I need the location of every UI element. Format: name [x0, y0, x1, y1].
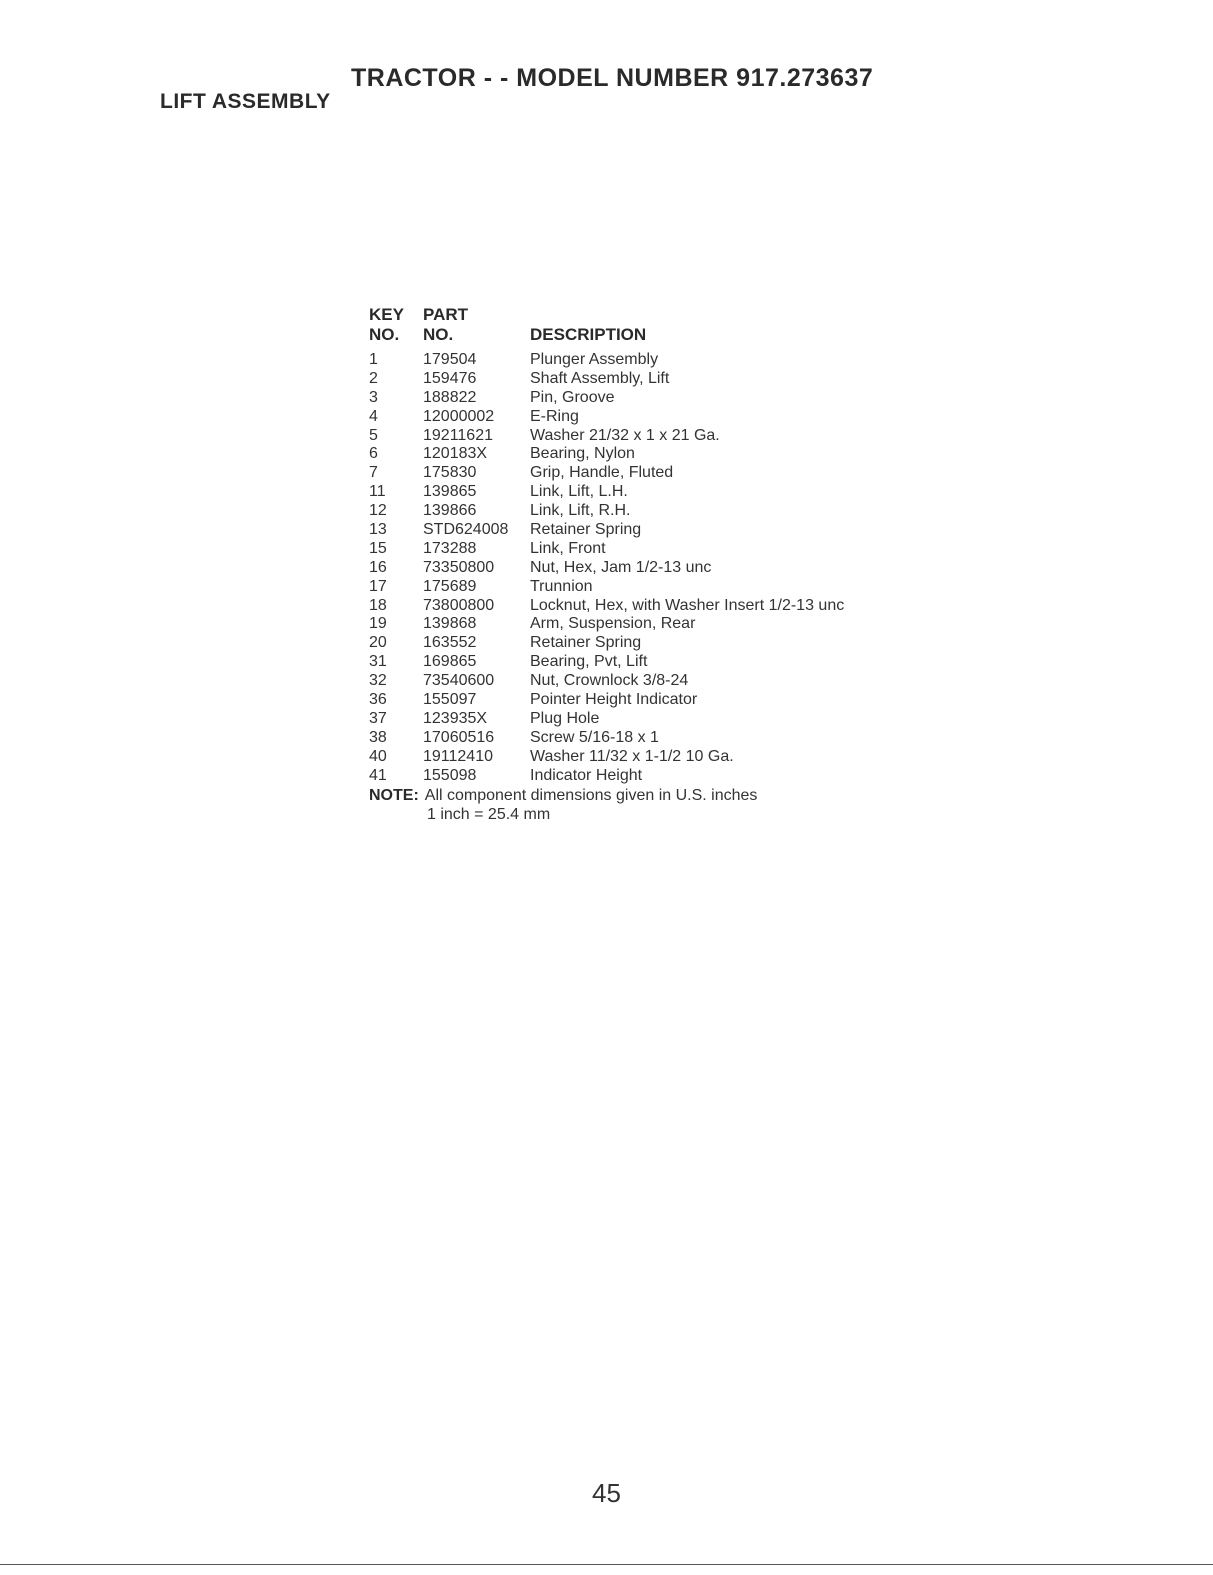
part-no-cell: 163552: [423, 634, 477, 652]
table-row: [369, 464, 757, 483]
table-row: [369, 521, 757, 540]
part-no-cell: 175689: [423, 577, 477, 595]
table-row: [369, 615, 757, 634]
key-no-cell: 4: [369, 407, 378, 425]
key-no-cell: 6: [369, 445, 378, 463]
part-no-cell: 120183X: [423, 445, 488, 463]
description-cell: Trunnion: [530, 577, 593, 595]
key-no-cell: 1: [369, 351, 378, 368]
header-key: KEY: [369, 305, 404, 324]
table-row: [369, 483, 757, 502]
table-row: [369, 691, 757, 710]
description-cell: Plug Hole: [530, 709, 600, 727]
key-no-cell: 36: [369, 691, 387, 709]
description-cell: Link, Lift, L.H.: [530, 483, 628, 501]
part-no-cell: 188822: [423, 388, 477, 406]
description-cell: Link, Front: [530, 539, 606, 557]
part-no-cell: 73800800: [423, 596, 495, 614]
part-no-cell: 17060516: [423, 728, 495, 746]
table-row: [369, 578, 757, 597]
description-cell: Link, Lift, R.H.: [530, 502, 631, 520]
table-row: [369, 427, 757, 446]
page-title: TRACTOR - - MODEL NUMBER 917.273637: [351, 64, 874, 92]
table-row: [369, 596, 845, 616]
part-no-cell: 139866: [423, 502, 477, 520]
part-no-cell: 169865: [423, 653, 477, 671]
table-row: [369, 408, 757, 427]
header-key-no: NO.: [369, 325, 400, 344]
part-no-cell: 155097: [423, 691, 477, 709]
note: [369, 786, 757, 805]
note-label: NOTE:: [369, 787, 419, 805]
section-title: LIFT ASSEMBLY: [160, 90, 331, 113]
parts-list: [369, 305, 845, 824]
table-header-row-2: [369, 325, 757, 345]
description-cell: Bearing, Nylon: [530, 445, 635, 463]
key-no-cell: 18: [369, 596, 387, 614]
note-conversion: 1 inch = 25.4 mm: [427, 806, 551, 824]
key-no-cell: 7: [369, 464, 378, 482]
description-cell: Screw 5/16-18 x 1: [530, 728, 659, 746]
description-cell: Retainer Spring: [530, 521, 642, 539]
part-no-cell: 12000002: [423, 407, 495, 425]
part-no-cell: 179504: [423, 351, 477, 368]
key-no-cell: 20: [369, 634, 387, 652]
description-cell: Pointer Height Indicator: [530, 691, 698, 709]
part-no-cell: 73540600: [423, 672, 495, 690]
key-no-cell: 17: [369, 577, 387, 595]
footer-rule: [0, 1564, 1213, 1565]
parts-table-body: [369, 351, 845, 785]
header-description: DESCRIPTION: [530, 325, 647, 344]
key-no-cell: 3: [369, 388, 378, 406]
description-cell: Washer 21/32 x 1 x 21 Ga.: [530, 426, 720, 444]
part-no-cell: 155098: [423, 766, 477, 784]
part-no-cell: 19112410: [423, 747, 493, 765]
table-row: [369, 445, 757, 464]
table-row: [369, 370, 757, 389]
description-cell: Bearing, Pvt, Lift: [530, 653, 648, 671]
note-text: All component dimensions given in U.S. inches: [424, 787, 758, 805]
table-row: [369, 653, 757, 672]
key-no-cell: 41: [369, 766, 387, 784]
table-row: [369, 672, 757, 691]
page-number: 45: [592, 1478, 621, 1508]
header-part: PART: [423, 305, 469, 324]
table-row: [369, 502, 757, 521]
description-cell: Pin, Groove: [530, 388, 615, 406]
description-cell: Locknut, Hex, with Washer Insert 1/2-13 unc: [530, 596, 845, 614]
part-no-cell: 139868: [423, 615, 477, 633]
description-cell: Arm, Suspension, Rear: [530, 615, 696, 633]
key-no-cell: 2: [369, 369, 378, 387]
part-no-cell: 19211621: [423, 426, 493, 444]
table-row: [369, 634, 757, 653]
description-cell: E-Ring: [530, 407, 579, 425]
part-no-cell: 123935X: [423, 709, 488, 727]
part-no-cell: 73350800: [423, 558, 495, 576]
key-no-cell: 32: [369, 672, 387, 690]
key-no-cell: 19: [369, 615, 387, 633]
header-part-no: NO.: [423, 325, 454, 344]
table-row: [369, 729, 757, 748]
key-no-cell: 38: [369, 728, 387, 746]
key-no-cell: 16: [369, 558, 387, 576]
description-cell: Nut, Crownlock 3/8-24: [530, 672, 689, 690]
part-no-cell: 175830: [423, 464, 477, 482]
table-row: [369, 540, 757, 559]
part-no-cell: 159476: [423, 369, 477, 387]
description-cell: Shaft Assembly, Lift: [530, 369, 670, 387]
table-row: [369, 710, 757, 729]
description-cell: Retainer Spring: [530, 634, 642, 652]
key-no-cell: 15: [369, 539, 387, 557]
table-row: [369, 748, 757, 767]
table-row: [369, 559, 757, 578]
key-no-cell: 13: [369, 521, 387, 539]
key-no-cell: 12: [369, 502, 387, 520]
key-no-cell: 11: [369, 483, 386, 501]
part-no-cell: 173288: [423, 539, 477, 557]
key-no-cell: 37: [369, 709, 387, 727]
table-row: [369, 389, 757, 408]
table-header-row-1: [369, 305, 757, 325]
description-cell: Nut, Hex, Jam 1/2-13 unc: [530, 558, 712, 576]
description-cell: Grip, Handle, Fluted: [530, 464, 674, 482]
key-no-cell: 40: [369, 747, 387, 765]
part-no-cell: STD624008: [423, 521, 509, 539]
table-row: [369, 351, 757, 370]
description-cell: Indicator Height: [530, 766, 643, 784]
table-row: [369, 767, 757, 786]
description-cell: Washer 11/32 x 1-1/2 10 Ga.: [530, 747, 734, 765]
key-no-cell: 5: [369, 426, 378, 444]
key-no-cell: 31: [369, 653, 387, 671]
part-no-cell: 139865: [423, 483, 477, 501]
description-cell: Plunger Assembly: [530, 351, 659, 368]
